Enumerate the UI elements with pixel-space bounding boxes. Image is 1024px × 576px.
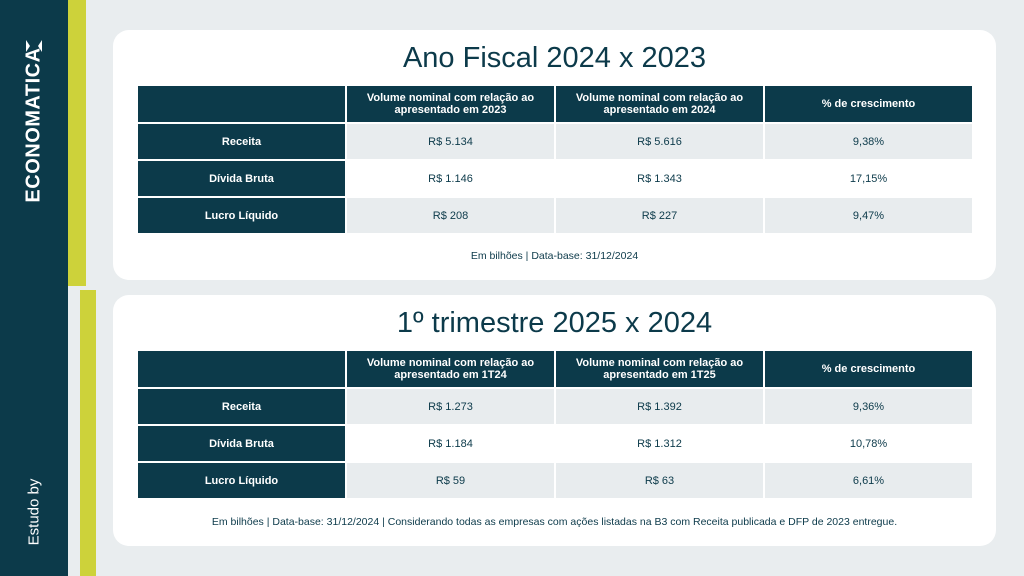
table-cell: R$ 5.616: [556, 124, 763, 159]
byline: Estudo by: [25, 478, 43, 546]
header-empty: [138, 86, 345, 122]
card-title: 1º trimestre 2025 x 2024: [396, 307, 713, 339]
table-cell: R$ 1.312: [556, 426, 763, 461]
table-cell: 6,61%: [765, 463, 972, 498]
table-cell: 10,78%: [765, 426, 972, 461]
quarter-table: [136, 349, 974, 500]
row-label: Receita: [138, 124, 345, 159]
header-col-1t25: Volume nominal com relação ao apresentado em 1T25: [556, 351, 763, 387]
table-cell: R$ 208: [347, 198, 554, 233]
row-label: Dívida Bruta: [138, 161, 345, 196]
fiscal-year-card: [113, 30, 996, 280]
brand-logo: ECONOMATICA: [22, 47, 45, 203]
row-label: Dívida Bruta: [138, 426, 345, 461]
table-cell: 9,36%: [765, 389, 972, 424]
header-col-2024: Volume nominal com relação ao apresentado em 2024: [556, 86, 763, 122]
table-header-row: [138, 86, 972, 122]
row-label: Lucro Líquido: [138, 463, 345, 498]
table-cell: R$ 227: [556, 198, 763, 233]
table-row: [138, 124, 972, 159]
table-cell: 17,15%: [765, 161, 972, 196]
table-row: [138, 161, 972, 196]
table-cell: R$ 1.392: [556, 389, 763, 424]
table-cell: R$ 1.273: [347, 389, 554, 424]
sidebar: [0, 0, 68, 576]
card-title: Ano Fiscal 2024 x 2023: [402, 42, 707, 74]
fiscal-year-table: [136, 84, 974, 235]
table-cell: R$ 1.343: [556, 161, 763, 196]
table-cell: 9,38%: [765, 124, 972, 159]
table-row: [138, 463, 972, 498]
header-col-growth: % de crescimento: [765, 86, 972, 122]
footnote: Em bilhões | Data-base: 31/12/2024: [470, 250, 639, 262]
table-cell: R$ 1.184: [347, 426, 554, 461]
header-col-1t24: Volume nominal com relação ao apresentado em 1T24: [347, 351, 554, 387]
table-cell: 9,47%: [765, 198, 972, 233]
table-row: [138, 198, 972, 233]
header-col-2023: Volume nominal com relação ao apresentado em 2023: [347, 86, 554, 122]
table-row: [138, 389, 972, 424]
header-col-growth: % de crescimento: [765, 351, 972, 387]
table-cell: R$ 63: [556, 463, 763, 498]
header-empty: [138, 351, 345, 387]
accent-stripe-top: [68, 0, 86, 286]
table-header-row: [138, 351, 972, 387]
table-cell: R$ 5.134: [347, 124, 554, 159]
table-cell: R$ 1.146: [347, 161, 554, 196]
row-label: Lucro Líquido: [138, 198, 345, 233]
table-row: [138, 426, 972, 461]
quarter-card: [113, 295, 996, 546]
row-label: Receita: [138, 389, 345, 424]
accent-stripe-bottom: [80, 290, 96, 576]
footnote: Em bilhões | Data-base: 31/12/2024 | Considerando todas as empresas com ações listadas na B3 com Receita publicada e DFP de 2023 entregue.: [211, 516, 898, 528]
table-cell: R$ 59: [347, 463, 554, 498]
